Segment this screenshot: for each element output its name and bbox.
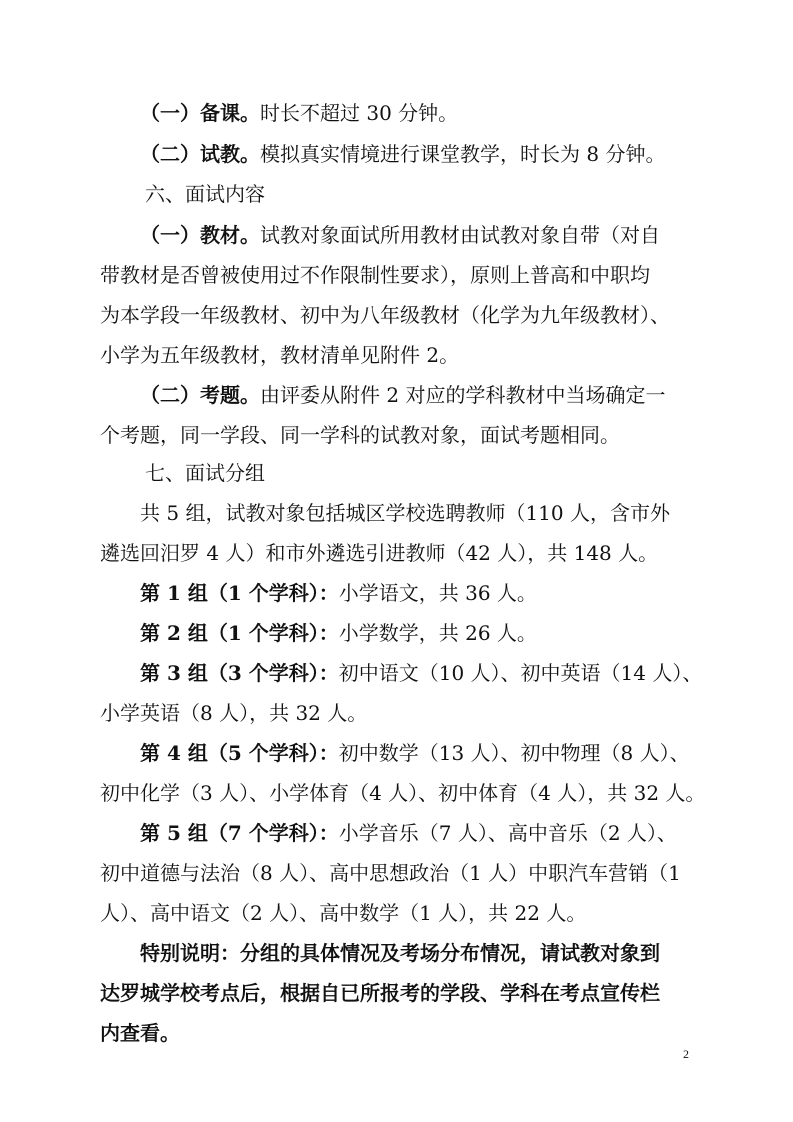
- group-4-line: [140, 743, 690, 763]
- group-2-label: 第 2 组（1 个学科）：: [140, 621, 339, 645]
- section-heading-text: 六、面试内容: [145, 182, 265, 206]
- para-line-5: [100, 265, 650, 285]
- group-3-label: 第 3 组（3 个学科）：: [140, 661, 339, 685]
- group-1-label: 第 1 组（1 个学科）：: [140, 581, 339, 605]
- line-text: 初中数学（13 人）、初中物理（8 人）、: [338, 741, 690, 765]
- section-questions-heading: （二）考题。: [140, 383, 260, 407]
- para-line-2: [140, 144, 665, 164]
- para-line-1: [140, 103, 458, 123]
- special-note-text: 内查看。: [100, 1021, 180, 1045]
- special-note-line-1: [140, 943, 660, 963]
- para-line-7: [100, 345, 459, 365]
- line-text: 初中语文（10 人）、初中英语（14 人）、: [338, 661, 703, 685]
- line-text: 共 5 组，试教对象包括城区学校选聘教师（110 人，含市外: [140, 501, 670, 525]
- line-text: 为本学段一年级教材、初中为八年级教材（化学为九年级教材）、: [100, 303, 670, 327]
- group-4-line-cont: [100, 783, 705, 803]
- section-prep-heading: （一）备课。: [140, 101, 260, 125]
- section-trial-heading: （二）试教。: [140, 142, 260, 166]
- heading-interview-groups: [145, 463, 265, 483]
- line-text: 试教对象面试所用教材由试教对象自带（对自: [260, 223, 660, 247]
- special-note-line-2: [100, 983, 660, 1003]
- line-text: 遴选回汨罗 4 人）和市外遴选引进教师（42 人），共 148 人。: [100, 541, 659, 565]
- special-note-line-3: [100, 1023, 180, 1043]
- group-5-label: 第 5 组（7 个学科）：: [140, 821, 339, 845]
- line-text: 小学数学，共 26 人。: [338, 621, 537, 645]
- line-text: 人）、高中语文（2 人）、高中数学（1 人），共 22 人。: [100, 901, 587, 925]
- line-text: 初中道德与法治（8 人）、高中思想政治（1 人）中职汽车营销（1: [100, 861, 681, 885]
- page-number: 2: [683, 1047, 689, 1061]
- special-note-text: 达罗城学校考点后，根据自已所报考的学段、学科在考点宣传栏: [100, 981, 660, 1005]
- line-text: 初中化学（3 人）、小学体育（4 人）、初中体育（4 人），共 32 人。: [100, 781, 706, 805]
- para-line-11: [140, 503, 670, 523]
- para-line-12: [100, 543, 658, 563]
- line-text: 小学英语（8 人），共 32 人。: [100, 701, 368, 725]
- group-2-line: [140, 623, 537, 643]
- group-1-line: [140, 583, 537, 603]
- line-text: 由评委从附件 2 对应的学科教材中当场确定一: [260, 383, 666, 407]
- group-3-line: [140, 663, 702, 683]
- group-5-line: [140, 823, 677, 843]
- group-5-line-cont-2: [100, 903, 586, 923]
- line-text: 小学音乐（7 人）、高中音乐（2 人）、: [338, 821, 677, 845]
- line-text: 个考题，同一学段、同一学科的试教对象，面试考题相同。: [100, 423, 620, 447]
- heading-interview-content: [145, 184, 265, 204]
- section-heading-text: 七、面试分组: [145, 461, 265, 485]
- group-3-line-cont: [100, 703, 367, 723]
- section-textbook-heading: （一）教材。: [140, 223, 260, 247]
- line-text: 带教材是否曾被使用过不作限制性要求），原则上普高和中职均: [100, 263, 650, 287]
- para-line-9: [100, 425, 620, 445]
- line-text: 时长不超过 30 分钟。: [260, 101, 459, 125]
- para-line-6: [100, 305, 670, 325]
- group-5-line-cont-1: [100, 863, 681, 883]
- para-line-8: [140, 385, 665, 405]
- line-text: 小学为五年级教材，教材清单见附件 2。: [100, 343, 460, 367]
- line-text: 小学语文，共 36 人。: [338, 581, 537, 605]
- line-text: 模拟真实情境进行课堂教学，时长为 8 分钟。: [260, 142, 666, 166]
- group-4-label: 第 4 组（5 个学科）：: [140, 741, 339, 765]
- special-note-text: 特别说明：分组的具体情况及考场分布情况，请试教对象到: [140, 941, 660, 965]
- para-line-4: [140, 225, 660, 245]
